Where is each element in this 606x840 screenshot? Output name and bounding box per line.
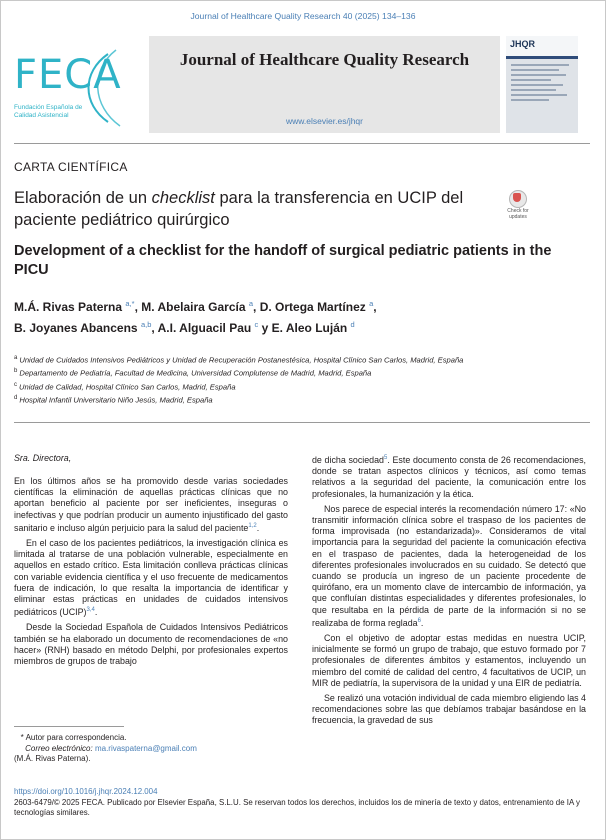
author: A.I. Alguacil Pau $^c$ y [157, 320, 272, 335]
reference-link[interactable]: 6 [417, 617, 421, 624]
copyright-notice: 2603-6479/© 2025 FECA. Publicado por Elsevier España, S.L.U. Se reservan todos los derechos, incluidos los de minería de texto y datos, entrenamiento de IA y tecnologías similares. [14, 797, 580, 817]
title-english: Development of a checklist for the handoff of surgical pediatric patients in the PICU [14, 243, 552, 278]
affiliations [14, 353, 594, 406]
journal-cover-thumbnail[interactable] [506, 36, 578, 133]
author: M.Á. Rivas Paterna $^{a,*}$, [14, 299, 142, 314]
paragraph: Desde la Sociedad Española de Cuidados Intensivos Pediátricos también se ha elaborado un documento de recomendaciones de «no hacer» (RNH) basado en método Delphi, por profesionales expertos miembros de grupos de trabajo [14, 622, 288, 666]
correspondence-note: * Autor para correspondencia. Correo electrónico: ma.rivaspaterna@gmail.com (M.Á. Rivas Paterna). [14, 733, 197, 763]
body-column-right [312, 453, 586, 731]
update-label: Check for updates [507, 208, 529, 220]
check-for-updates-button[interactable] [502, 190, 534, 226]
article-footer [14, 787, 594, 819]
reference-link[interactable]: 5 [384, 455, 388, 461]
reference-link[interactable]: 3,4 [86, 607, 95, 614]
email-link[interactable]: ma.rivaspaterna@gmail.com [94, 743, 197, 753]
footnote-divider [14, 726, 124, 727]
author: M. Abelaira García $^a$, [141, 299, 260, 314]
journal-citation[interactable]: Journal of Healthcare Quality Research 40 (2025) 134–136 [190, 11, 416, 21]
affiliation: $^d$ Hospital Infantil Universitario Niño Jesús, Madrid, España [14, 394, 213, 405]
paragraph: Se realizó una votación individual de cada miembro eligiendo las 4 recomendaciones sobre las que debíamos trabajar basándose en la frecuencia, la gravedad de sus [312, 693, 586, 726]
affiliation: $^c$ Unidad de Calidad, Hospital Clínico San Carlos, Madrid, España [14, 381, 236, 392]
journal-url-link[interactable]: www.elsevier.es/jhqr [285, 116, 363, 126]
affiliation: $^b$ Departamento de Pediatría, Facultad de Medicina, Universidad Complutense de Madrid, Madrid, España [14, 368, 372, 378]
logo-wordmark: FECA [14, 52, 122, 98]
paragraph: Con el objetivo de adoptar estas medidas en nuestra UCIP, inicialmente se formó un grupo de trabajo, que estuvo formado por 7 profesionales de diferentes ámbitos y estamentos, incluyendo un miembro del comité de calidad del centro, 4 facultativos de UCIP, un MIR de pediatría, la supervisora de la unidad y una EIR de pediatría. [312, 632, 586, 688]
author: B. Joyanes Abancens $^{a,b}$, [14, 320, 158, 335]
paragraph: Nos parece de especial interés la recomendación número 17: «No transmitir información clínica sobre el traspaso de los pacientes de forma improvisada (no estandarizada)». Consideramos de vital importancia para la seguridad del paciente la comunicación efectiva en el traspaso de pacientes, dada la heterogeneidad de los diferentes profesionales involucrados en su cuidado. Se detectó que cuando se producía un ingreso de un paciente procedente de quirófano, era un momento clave de intercambio de información, ya que confluían distintas especialidades y diferentes profesionales, lo que resultaba en la pérdida de parte de la información si no se realizaba de forma reglada$^6$. [312, 503, 586, 628]
author: D. Ortega Martínez $^a$, [259, 299, 377, 314]
paragraph: En los últimos años se ha promovido desde varias sociedades científicas la eliminación de aquellas prácticas clínicas que no aportan beneficio al paciente por ser ineficientes, inseguras o inefectivas y que podrían producir un aumento injustificado del gasto sanitario e incluso algún perjuicio para la salud del paciente$^{1,2}$. [14, 476, 288, 533]
logo-subtitle: Fundación Española de Calidad Asistencial [14, 104, 83, 119]
doi-link[interactable]: https://doi.org/10.1016/j.jhqr.2024.12.004 [14, 787, 158, 796]
affiliation: $^a$ Unidad de Cuidados Intensivos Pediátricos y Unidad de Recuperación Postanestésica, Hospital Clínico San Carlos, Madrid, España [14, 355, 464, 365]
cover-label: JHQR [510, 39, 536, 49]
header-divider [14, 143, 590, 144]
cover-lines [511, 64, 573, 104]
affiliation-divider [14, 422, 590, 423]
bookmark-icon [513, 193, 521, 202]
cover-stripe [506, 56, 578, 59]
article-type: CARTA CIENTÍFICA [14, 160, 128, 174]
body-column-left [14, 476, 288, 671]
reference-link[interactable]: 1,2 [248, 522, 257, 529]
journal-banner [149, 36, 500, 133]
salutation: Sra. Directora, [14, 453, 72, 463]
paragraph: de dicha sociedad$^5$. Este documento consta de 26 recomendaciones, donde se tratan aspectos clínicos y técnicos, así como temas relativos a la seguridad del paciente, la comunicación entre los profesionales, la humanización y la ética. [312, 454, 587, 499]
journal-name: Journal of Healthcare Quality Research [179, 50, 470, 69]
title-spanish: Elaboración de un checklist para la transferencia en UCIP del paciente pediátrico quirúrgico [14, 189, 464, 229]
author: E. Aleo Luján $^d$ [271, 320, 355, 335]
paragraph: En el caso de los pacientes pediátricos, la investigación clínica es limitada al tratarse de una población vulnerable, especialmente en aquellos en estado crítico. Esta limitación conlleva prácticas clínicas con variable evidencia científica y el uso frecuente de medicamentos fuera de indicación, lo que resalta la importancia de identificar y eliminar estas prácticas en unidades de cuidados intensivos pediátricos (UCIP)$^{3,4}$. [14, 537, 288, 618]
author-list [14, 295, 584, 337]
